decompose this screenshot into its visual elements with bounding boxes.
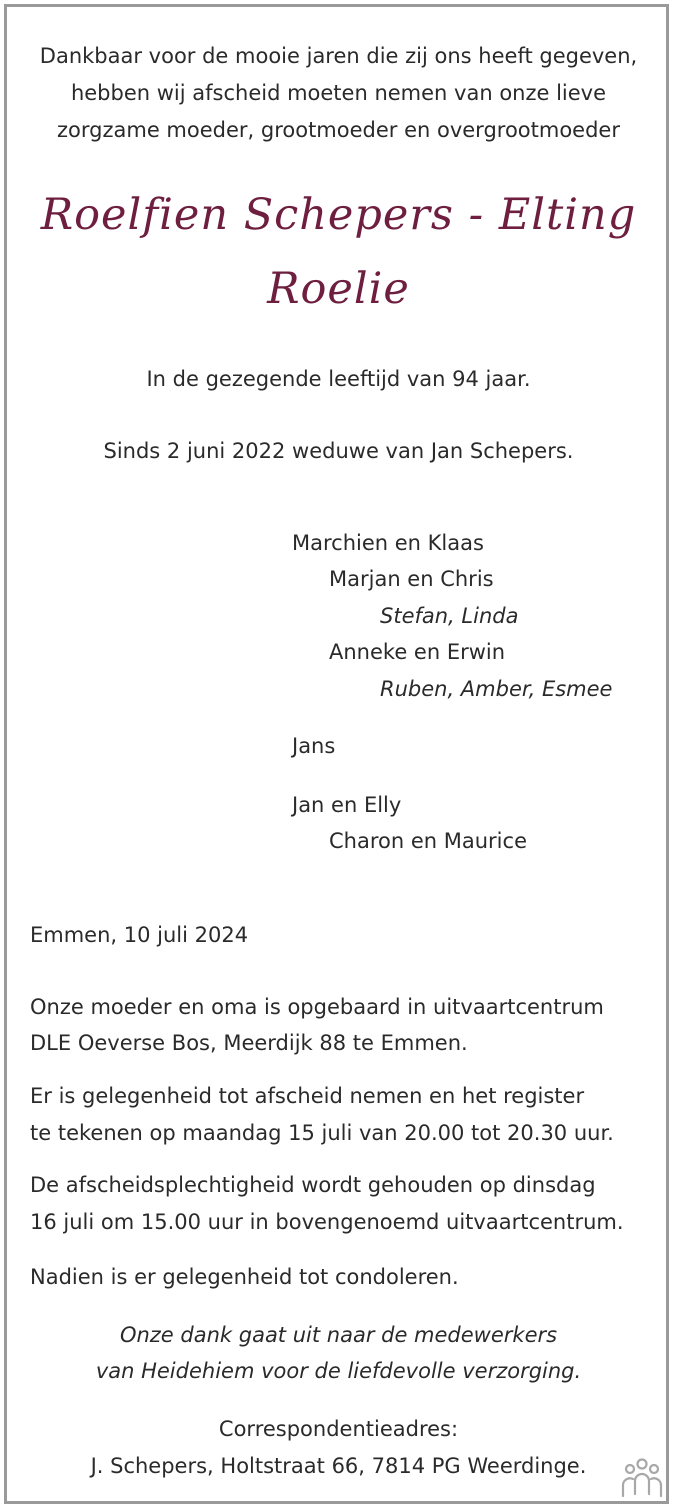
people-group-icon <box>618 1456 666 1498</box>
details-line: te tekenen op maandag 15 juli van 20.00 tot 20.30 uur. <box>30 1121 614 1145</box>
deceased-name: Roelfien Schepers - Elting <box>40 190 637 240</box>
details-line: DLE Oeverse Bos, Meerdijk 88 te Emmen. <box>30 1031 468 1055</box>
family-member: Jan en Elly <box>292 793 402 817</box>
details-line: 16 juli om 15.00 uur in bovengenoemd uitvaartcentrum. <box>30 1210 624 1234</box>
grandchildren: Stefan, Linda <box>380 604 519 628</box>
place-date: Emmen, 10 juli 2024 <box>30 923 249 947</box>
family-member: Charon en Maurice <box>329 829 527 853</box>
grandchildren: Ruben, Amber, Esmee <box>380 677 613 701</box>
details-line: De afscheidsplechtigheid wordt gehouden op dinsdag <box>30 1173 596 1197</box>
thanks-line: van Heidehiem voor de liefdevolle verzorging. <box>95 1359 582 1383</box>
intro-line: hebben wij afscheid moeten nemen van onze lieve <box>70 81 607 105</box>
correspondence-label: Correspondentieadres: <box>218 1417 459 1441</box>
details-line: Nadien is er gelegenheid tot condoleren. <box>30 1265 459 1289</box>
family-member: Marchien en Klaas <box>292 531 484 555</box>
details-line: Onze moeder en oma is opgebaard in uitvaartcentrum <box>30 995 604 1019</box>
thanks-line: Onze dank gaat uit naar de medewerkers <box>119 1323 558 1347</box>
family-member: Anneke en Erwin <box>329 640 506 664</box>
intro-text <box>0 38 677 149</box>
details-line: Er is gelegenheid tot afscheid nemen en het register <box>30 1084 585 1108</box>
family-member: Marjan en Chris <box>329 567 494 591</box>
age-line: In de gezegende leeftijd van 94 jaar. <box>146 367 531 391</box>
widow-line: Sinds 2 juni 2022 weduwe van Jan Schepers. <box>103 439 574 463</box>
deceased-nickname: Roelie <box>267 264 410 314</box>
family-member: Jans <box>292 734 336 758</box>
intro-line: Dankbaar voor de mooie jaren die zij ons heeft gegeven, <box>39 44 638 68</box>
intro-line: zorgzame moeder, grootmoeder en overgrootmoeder <box>57 118 620 142</box>
correspondence-address: J. Schepers, Holtstraat 66, 7814 PG Weerdinge. <box>90 1454 587 1478</box>
